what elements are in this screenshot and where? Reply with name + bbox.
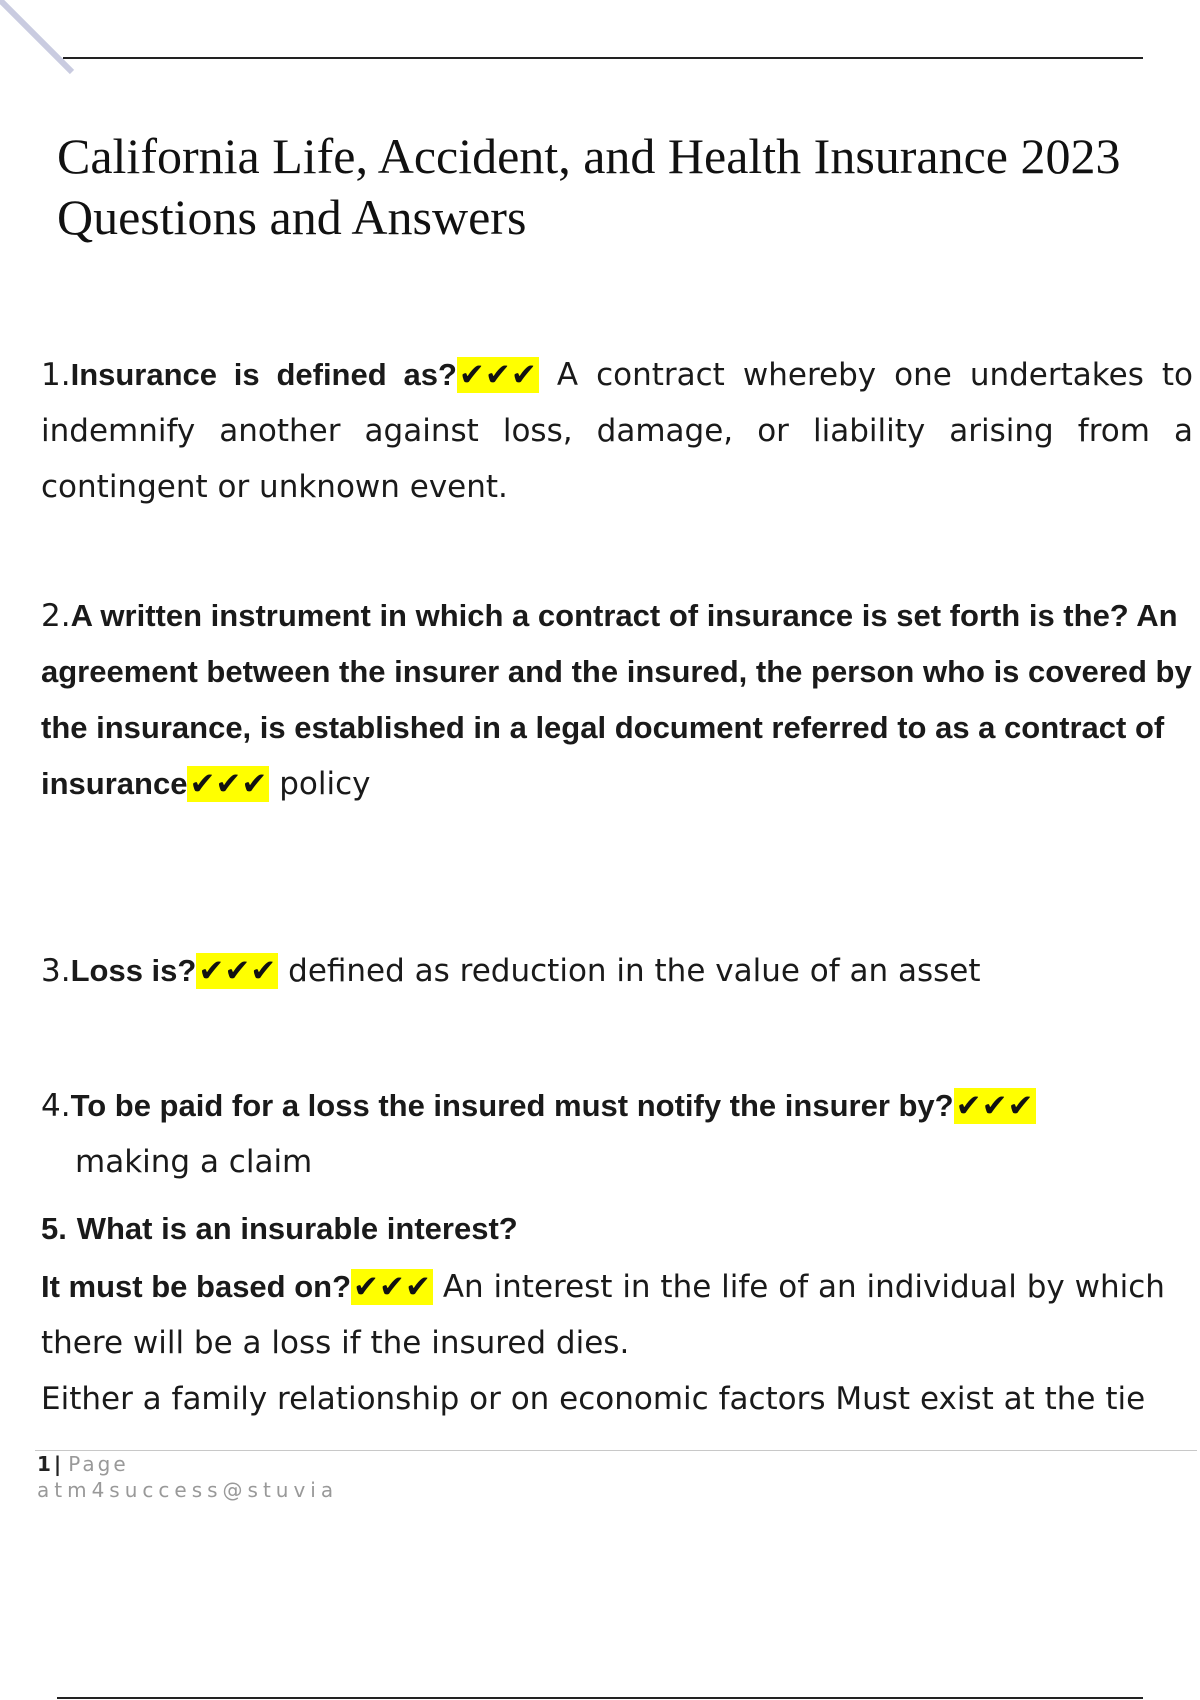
- qa-item-4: [41, 1078, 1193, 1190]
- item-number: 4.: [41, 1088, 71, 1124]
- question-text: Loss is?: [70, 953, 197, 988]
- qa-item-1: [41, 347, 1193, 515]
- footer-rule: [35, 1450, 1197, 1451]
- check-marks: ✔✔✔: [353, 1269, 431, 1305]
- page-label: Page: [68, 1452, 129, 1476]
- answer-text: making a claim: [75, 1144, 313, 1180]
- item-number: 3.: [41, 953, 71, 989]
- check-marks: ✔✔✔: [198, 953, 277, 989]
- page-separator: |: [53, 1452, 65, 1476]
- question-text: It must be based on?: [41, 1269, 352, 1304]
- header-rule: [63, 57, 1143, 59]
- page-number: [37, 1452, 129, 1476]
- document-title: California Life, Accident, and Health Insurance 2023 Questions and Answers: [57, 128, 1121, 245]
- item-number: 1.: [41, 357, 71, 393]
- item-number: 5.: [41, 1211, 67, 1246]
- answer-text: policy: [269, 766, 371, 802]
- question-heading: What is an insurable interest?: [76, 1211, 518, 1246]
- qa-item-5: [41, 1259, 1193, 1427]
- qa-item-3: [41, 943, 1193, 999]
- question-text: A written instrument in which a contract of insurance is set forth is the? An agreement between the insurer and the insured, the person who is covered by the insurance, is established in a legal document referred to as a contract of insurance: [41, 598, 1192, 801]
- question-text: Insurance is defined as?: [70, 357, 457, 392]
- page-number-value: 1: [37, 1452, 51, 1476]
- check-marks: ✔✔✔: [458, 357, 537, 393]
- question-text: To be paid for a loss the insured must notify the insurer by?: [70, 1088, 954, 1123]
- item-number: 2.: [41, 598, 71, 634]
- footer-credit: atm4success@stuvia: [37, 1478, 339, 1502]
- qa-item-5-heading: [41, 1201, 1193, 1257]
- check-marks: ✔✔✔: [189, 766, 268, 802]
- qa-item-2: [41, 588, 1193, 812]
- answer-text: A contract whereby one undertakes to indemnify another against loss, damage, or liability arising from a contingent or unknown event.: [41, 357, 1193, 505]
- answer-text: defined as reduction in the value of an asset: [278, 953, 981, 989]
- footer-bottom-rule: [57, 1697, 1143, 1699]
- answer-text: An interest in the life of an individual by which there will be a loss if the insured dies.: [41, 1269, 1165, 1361]
- corner-fold-mark: [0, 0, 80, 80]
- check-marks: ✔✔✔: [955, 1088, 1034, 1124]
- extra-answer-text: Either a family relationship or on economic factors Must exist at the tie: [41, 1381, 1146, 1417]
